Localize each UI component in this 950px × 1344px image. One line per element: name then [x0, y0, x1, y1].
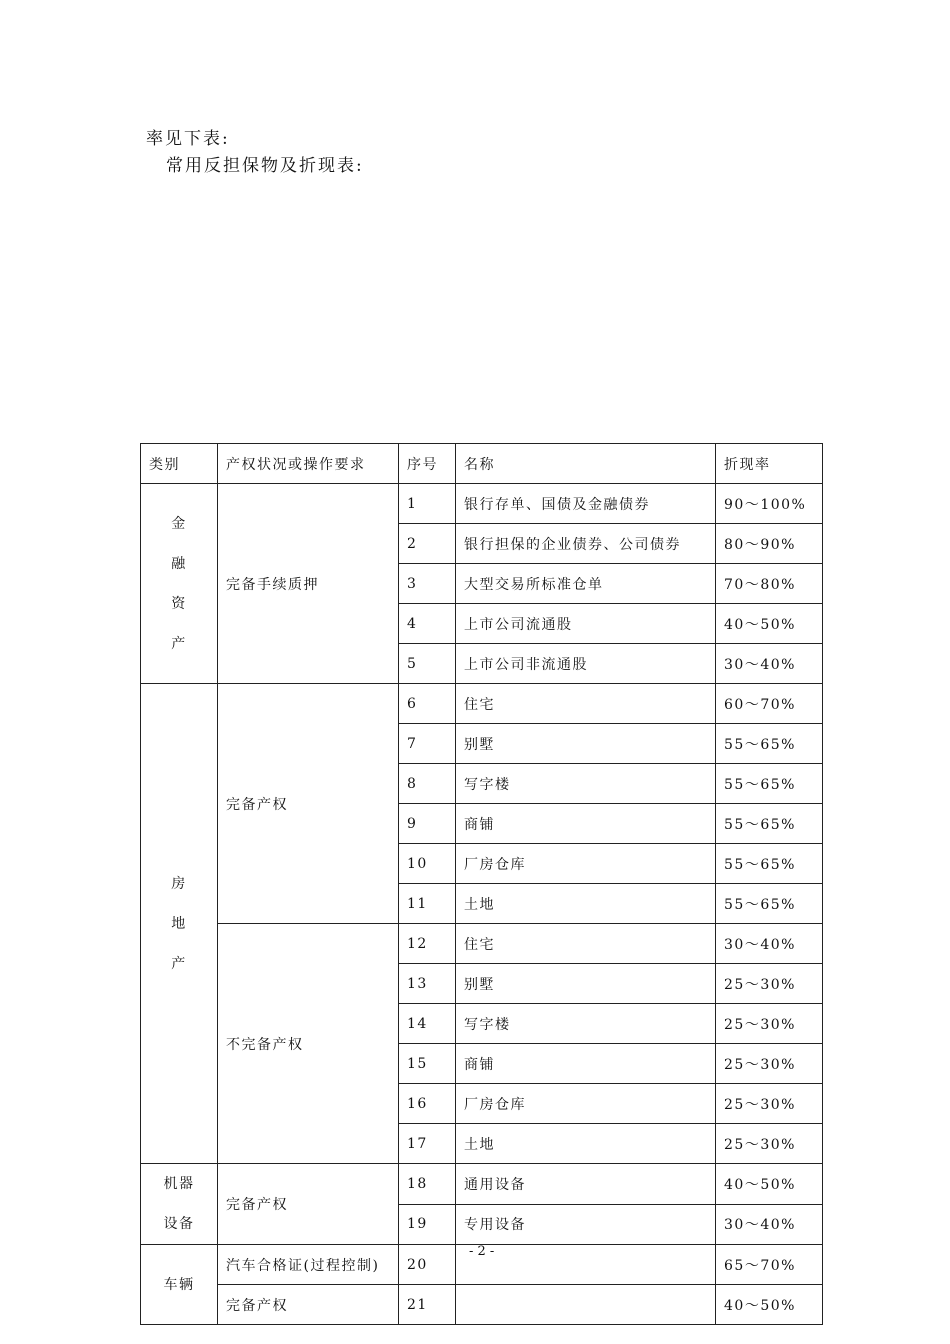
- category-char: 地: [171, 915, 187, 932]
- table-row: [141, 684, 823, 724]
- condition-cell: 完备产权: [218, 684, 399, 924]
- category-cell: [141, 484, 218, 684]
- header-category: 类别: [141, 444, 218, 484]
- category-char: 产: [171, 635, 187, 652]
- rate-cell: 55～65%: [716, 764, 823, 804]
- rate-cell: 65～70%: [716, 1245, 823, 1285]
- number-cell: 15: [399, 1044, 456, 1084]
- rate-cell: 25～30%: [716, 1004, 823, 1044]
- number-cell: 6: [399, 684, 456, 724]
- condition-cell: 完备手续质押: [218, 484, 399, 684]
- name-cell: 上市公司流通股: [456, 604, 716, 644]
- name-cell: 住宅: [456, 684, 716, 724]
- number-cell: 20: [399, 1245, 456, 1285]
- number-cell: 1: [399, 484, 456, 524]
- category-char: 机器: [163, 1176, 195, 1192]
- rate-cell: 25～30%: [716, 1044, 823, 1084]
- name-cell: 厂房仓库: [456, 1084, 716, 1124]
- category-cell: [141, 1164, 218, 1245]
- table-header-row: [141, 444, 823, 484]
- rate-cell: 25～30%: [716, 1084, 823, 1124]
- table-row: [141, 1285, 823, 1325]
- number-cell: 12: [399, 924, 456, 964]
- rate-cell: 30～40%: [716, 924, 823, 964]
- number-cell: 14: [399, 1004, 456, 1044]
- name-cell: 专用设备: [456, 1204, 716, 1245]
- intro-line-1: 率见下表:: [146, 129, 230, 149]
- rate-cell: 90～100%: [716, 484, 823, 524]
- name-cell: 住宅: [456, 924, 716, 964]
- name-cell: 厂房仓库: [456, 844, 716, 884]
- number-cell: 5: [399, 644, 456, 684]
- number-cell: 4: [399, 604, 456, 644]
- table-body: [141, 484, 823, 1325]
- rate-cell: 30～40%: [716, 644, 823, 684]
- category-char: 产: [171, 955, 187, 972]
- name-cell: 写字楼: [456, 764, 716, 804]
- rate-cell: 70～80%: [716, 564, 823, 604]
- rate-cell: 40～50%: [716, 1164, 823, 1205]
- rate-cell: 55～65%: [716, 804, 823, 844]
- number-cell: 7: [399, 724, 456, 764]
- number-cell: 21: [399, 1285, 456, 1325]
- number-cell: 16: [399, 1084, 456, 1124]
- number-cell: 17: [399, 1124, 456, 1164]
- name-cell: 写字楼: [456, 1004, 716, 1044]
- header-number: 序号: [399, 444, 456, 484]
- name-cell: [456, 1245, 716, 1285]
- page-number: - 2 -: [469, 1244, 495, 1259]
- name-cell: 别墅: [456, 724, 716, 764]
- name-cell: 商铺: [456, 804, 716, 844]
- rate-cell: 30～40%: [716, 1204, 823, 1245]
- rate-cell: 25～30%: [716, 964, 823, 1004]
- category-cell: [141, 1245, 218, 1325]
- number-cell: 11: [399, 884, 456, 924]
- category-char: 房: [171, 875, 187, 892]
- condition-cell: 不完备产权: [218, 924, 399, 1164]
- name-cell: 大型交易所标准仓单: [456, 564, 716, 604]
- name-cell: [456, 1285, 716, 1325]
- rate-cell: 55～65%: [716, 844, 823, 884]
- number-cell: 2: [399, 524, 456, 564]
- name-cell: 土地: [456, 1124, 716, 1164]
- number-cell: 8: [399, 764, 456, 804]
- number-cell: 13: [399, 964, 456, 1004]
- header-name: 名称: [456, 444, 716, 484]
- rate-cell: 40～50%: [716, 604, 823, 644]
- rate-cell: 80～90%: [716, 524, 823, 564]
- category-char: 资: [171, 595, 187, 612]
- table-row: [141, 924, 823, 964]
- discount-rate-table: [140, 443, 823, 1325]
- category-char: 设备: [163, 1216, 195, 1232]
- name-cell: 银行担保的企业债券、公司债券: [456, 524, 716, 564]
- category-char: 融: [171, 555, 187, 572]
- number-cell: 9: [399, 804, 456, 844]
- table-caption: 常用反担保物及折现表:: [166, 156, 364, 176]
- category-char: 金: [171, 515, 187, 532]
- name-cell: 土地: [456, 884, 716, 924]
- header-rate: 折现率: [716, 444, 823, 484]
- category-cell: [141, 684, 218, 1164]
- name-cell: 通用设备: [456, 1164, 716, 1205]
- rate-cell: 55～65%: [716, 884, 823, 924]
- condition-cell: 汽车合格证(过程控制): [218, 1245, 399, 1285]
- number-cell: 10: [399, 844, 456, 884]
- name-cell: 商铺: [456, 1044, 716, 1084]
- rate-cell: 25～30%: [716, 1124, 823, 1164]
- name-cell: 上市公司非流通股: [456, 644, 716, 684]
- rate-cell: 55～65%: [716, 724, 823, 764]
- category-char: 车辆: [163, 1276, 195, 1293]
- number-cell: 19: [399, 1204, 456, 1245]
- rate-cell: 40～50%: [716, 1285, 823, 1325]
- rate-cell: 60～70%: [716, 684, 823, 724]
- condition-cell: 完备产权: [218, 1164, 399, 1245]
- name-cell: 别墅: [456, 964, 716, 1004]
- header-condition: 产权状况或操作要求: [218, 444, 399, 484]
- name-cell: 银行存单、国债及金融债券: [456, 484, 716, 524]
- number-cell: 18: [399, 1164, 456, 1205]
- condition-cell: 完备产权: [218, 1285, 399, 1325]
- table-row: [141, 484, 823, 524]
- table-row: [141, 1164, 823, 1205]
- number-cell: 3: [399, 564, 456, 604]
